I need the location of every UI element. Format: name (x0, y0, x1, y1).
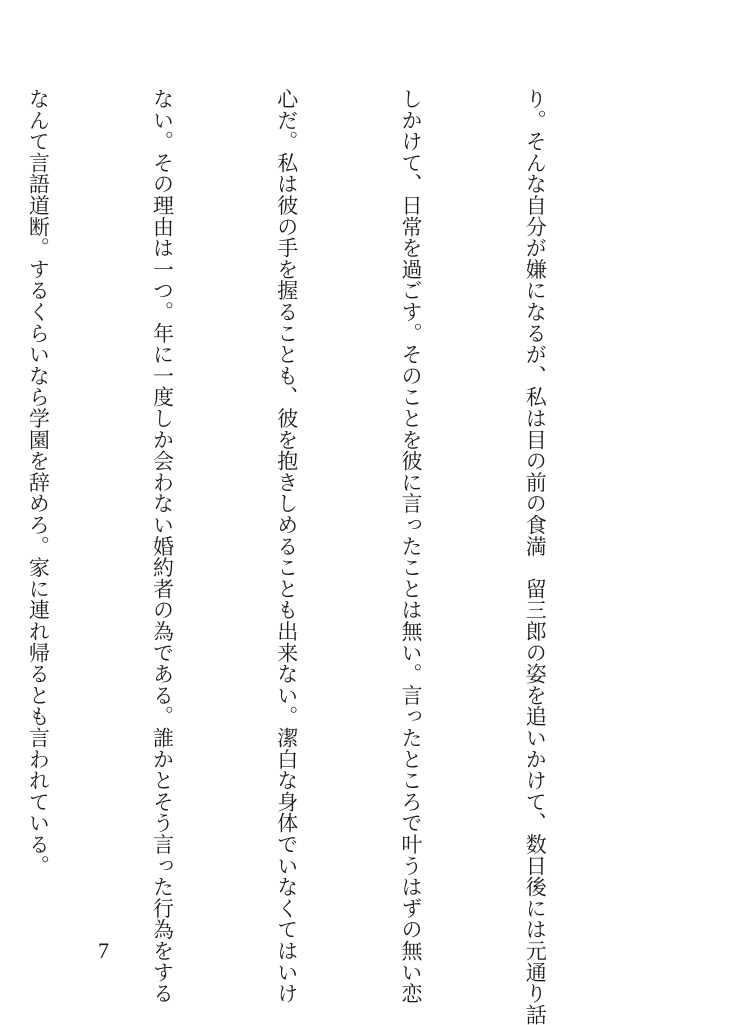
text-line: ない。その理由は一つ。年に一度しか会わない婚約者の為である。誰かとそう言った行為をする (150, 88, 175, 1004)
text-line: しかけて、日常を過ごす。そのことを彼に言ったことは無い。言ったところで叶うはずの無い恋 (398, 88, 423, 1004)
text-line: り。そんな自分が嫌になるが、私は目の前の食満 留三郎の姿を追いかけて、数日後には元通り話 (523, 88, 548, 1025)
vertical-text-body (0, 88, 638, 1025)
text-line: なんて言語道断。するくらいなら学園を辞めろ。家に連れ帰るとも言われている。 (26, 88, 51, 877)
page-number: 7 (98, 938, 109, 963)
text-line: 心だ。私は彼の手を握ることも、彼を抱きしめることも出来ない。潔白な身体でいなくてはいけ (274, 88, 299, 1004)
